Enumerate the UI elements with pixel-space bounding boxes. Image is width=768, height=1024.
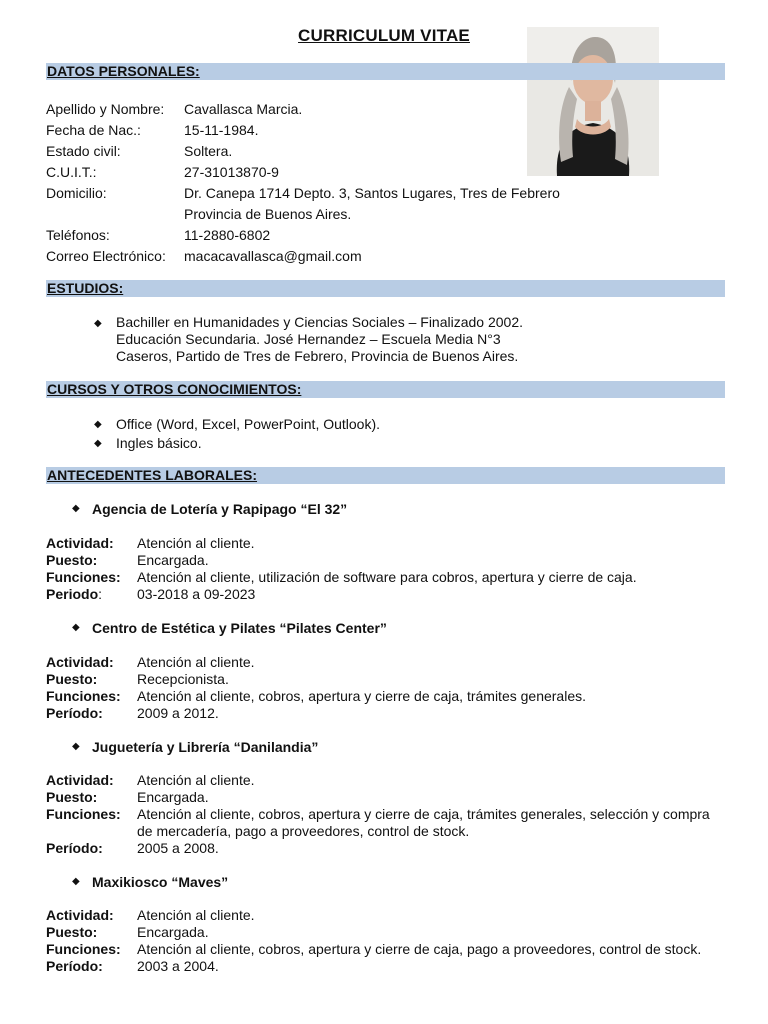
personal-row [46, 99, 560, 120]
personal-row [46, 141, 560, 162]
section-work-history: ANTECEDENTES LABORALES: [46, 467, 725, 484]
bullet-icon: ◆ [72, 741, 80, 752]
course-item: Ingles básico. [116, 435, 202, 451]
personal-row [46, 246, 560, 267]
job-period: 2005 a 2008. [137, 840, 219, 856]
personal-row [46, 162, 560, 183]
job-name: Maxikiosco “Maves” [92, 874, 229, 890]
job-position: Encargada. [137, 924, 209, 940]
field-label: Período: [46, 840, 103, 856]
field-label: Funciones: [46, 688, 121, 704]
personal-value: Provincia de Buenos Aires. [184, 206, 352, 222]
personal-value: macacavallasca@gmail.com [184, 248, 362, 264]
field-label-colon: : [98, 586, 103, 602]
courses-list [94, 415, 380, 453]
job-details [46, 654, 724, 722]
personal-label: Apellido y Nombre: [46, 101, 165, 117]
personal-value: Dr. Canepa 1714 Depto. 3, Santos Lugares, Tres de Febrero [184, 185, 560, 201]
personal-value: 27-31013870-9 [184, 164, 279, 180]
personal-row [46, 225, 560, 246]
bullet-icon: ◆ [94, 318, 102, 329]
personal-label: C.U.I.T.: [46, 164, 97, 180]
job-heading [72, 739, 318, 755]
personal-value: Cavallasca Marcia. [184, 101, 303, 117]
job-activity: Atención al cliente. [137, 772, 255, 788]
personal-value: 15-11-1984. [184, 122, 259, 138]
bullet-icon: ◆ [94, 419, 102, 430]
job-period: 03-2018 a 09-2023 [137, 586, 256, 602]
job-details [46, 907, 724, 975]
field-label-text: Periodo [46, 586, 99, 602]
job-name: Juguetería y Librería “Danilandia” [92, 739, 319, 755]
list-item [94, 314, 523, 365]
field-label: Puesto: [46, 552, 98, 568]
job-heading [72, 874, 228, 890]
job-functions: Atención al cliente, utilización de software para cobros, apertura y cierre de caja. [137, 569, 637, 585]
field-label: Puesto: [46, 789, 98, 805]
field-label: Actividad: [46, 907, 114, 923]
studies-list [94, 314, 523, 365]
job-functions: Atención al cliente, cobros, apertura y cierre de caja, trámites generales, selección y compra de mercadería, pago a proveedores, control de stock. [137, 806, 710, 839]
bullet-icon: ◆ [94, 438, 102, 449]
job-details [46, 535, 724, 603]
job-activity: Atención al cliente. [137, 654, 255, 670]
job-functions: Atención al cliente, cobros, apertura y cierre de caja, pago a proveedores, control de stock. [137, 941, 702, 957]
field-label: Funciones: [46, 569, 121, 585]
personal-label [46, 204, 184, 225]
field-label: Puesto: [46, 924, 98, 940]
personal-value: 11-2880-6802 [184, 227, 271, 243]
job-activity: Atención al cliente. [137, 535, 255, 551]
list-item [94, 415, 380, 434]
job-position: Encargada. [137, 552, 209, 568]
field-label: Actividad: [46, 535, 114, 551]
personal-label: Teléfonos: [46, 227, 110, 243]
job-name: Centro de Estética y Pilates “Pilates Center” [92, 620, 387, 636]
list-item [94, 434, 380, 453]
job-period: 2009 a 2012. [137, 705, 219, 721]
personal-data-list [46, 99, 560, 267]
field-label: Actividad: [46, 772, 114, 788]
job-name: Agencia de Lotería y Rapipago “El 32” [92, 501, 348, 517]
bullet-icon: ◆ [72, 622, 80, 633]
bullet-icon: ◆ [72, 876, 80, 887]
studies-line: Bachiller en Humanidades y Ciencias Sociales – Finalizado 2002. [116, 314, 524, 330]
job-details [46, 772, 724, 857]
personal-label: Fecha de Nac.: [46, 122, 141, 138]
section-studies: ESTUDIOS: [46, 280, 725, 297]
personal-row [46, 120, 560, 141]
personal-label: Correo Electrónico: [46, 248, 166, 264]
personal-row [46, 183, 560, 204]
field-label: Período: [46, 958, 103, 974]
field-label [46, 586, 137, 603]
section-personal-data: DATOS PERSONALES: [46, 63, 725, 80]
job-heading [72, 501, 347, 517]
field-label: Funciones: [46, 941, 121, 957]
course-item: Office (Word, Excel, PowerPoint, Outlook). [116, 416, 381, 432]
personal-row [46, 204, 560, 225]
job-activity: Atención al cliente. [137, 907, 255, 923]
job-functions: Atención al cliente, cobros, apertura y cierre de caja, trámites generales. [137, 688, 587, 704]
job-position: Encargada. [137, 789, 209, 805]
job-heading [72, 620, 387, 636]
personal-label: Estado civil: [46, 143, 121, 159]
section-courses: CURSOS Y OTROS CONOCIMIENTOS: [46, 381, 725, 398]
studies-line: Caseros, Partido de Tres de Febrero, Provincia de Buenos Aires. [116, 348, 519, 364]
personal-value: Soltera. [184, 143, 233, 159]
cv-title: CURRICULUM VITAE [298, 26, 470, 45]
field-label: Puesto: [46, 671, 98, 687]
bullet-icon: ◆ [72, 503, 80, 514]
studies-line: Educación Secundaria. José Hernandez – Escuela Media N°3 [116, 331, 501, 347]
field-label: Actividad: [46, 654, 114, 670]
job-period: 2003 a 2004. [137, 958, 219, 974]
personal-label: Domicilio: [46, 185, 107, 201]
field-label: Funciones: [46, 806, 121, 822]
field-label: Período: [46, 705, 103, 721]
job-position: Recepcionista. [137, 671, 229, 687]
